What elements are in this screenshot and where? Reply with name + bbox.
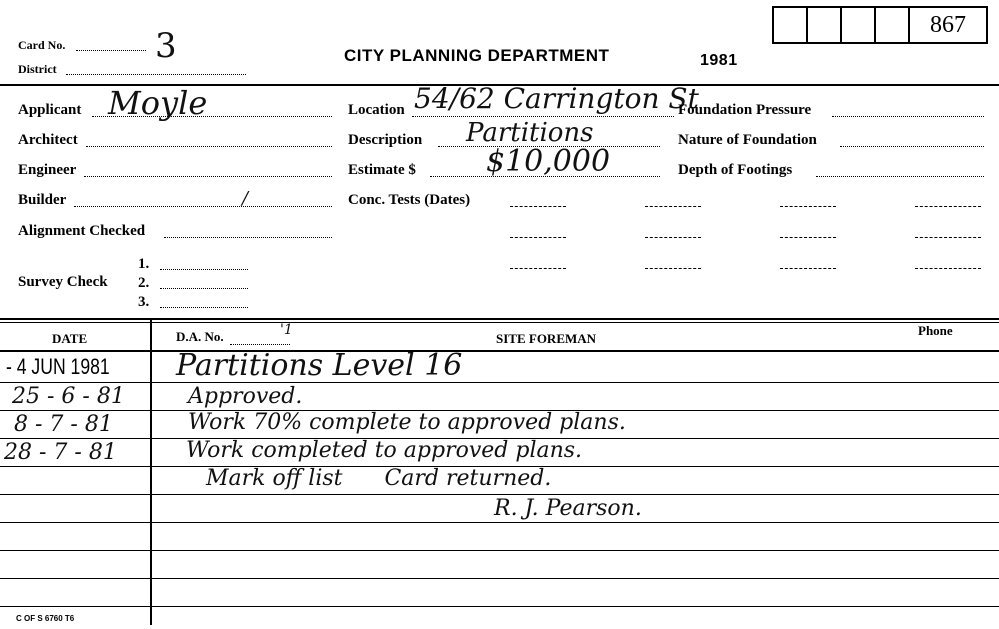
conc-tests-label: Conc. Tests (Dates) [348, 192, 471, 208]
description-value: Partitions [466, 118, 594, 148]
district-label: District [18, 62, 57, 76]
card-no-label: Card No. [18, 38, 66, 52]
log-note-3: Work 70% complete to approved plans. [188, 410, 626, 435]
log-date-1: - 4 JUN 1981 [6, 354, 110, 379]
survey-item-3: 3. [138, 294, 150, 310]
date-column-divider [150, 320, 152, 625]
builder-label: Builder [18, 192, 67, 208]
foreman-header: SITE FOREMAN [496, 331, 597, 346]
log-date-4: 28 - 7 - 81 [4, 440, 117, 465]
description-label: Description [348, 132, 423, 148]
da-header: D.A. No. [176, 329, 224, 344]
applicant-label: Applicant [18, 102, 82, 118]
builder-value: / [242, 188, 249, 209]
log-extra-note: Mark off list Card returned. [206, 466, 552, 491]
survey-item-2: 2. [138, 275, 150, 291]
log-note-1: Partitions Level 16 [176, 348, 463, 383]
survey-label: Survey Check [18, 274, 108, 290]
log-note-2: Approved. [188, 384, 303, 409]
location-label: Location [348, 102, 405, 118]
estimate-value: $10,000 [486, 144, 611, 179]
survey-item-1: 1. [138, 256, 150, 272]
log-date-2: 25 - 6 - 81 [12, 384, 125, 409]
card-number: 867 [930, 12, 966, 38]
phone-header: Phone [918, 323, 953, 338]
log-note-4: Work completed to approved plans. [186, 438, 583, 463]
depth-footings-label: Depth of Footings [678, 162, 793, 178]
location-value: 54/62 Carrington St [414, 82, 699, 115]
footer-code: C OF S 6760 T6 [16, 614, 75, 623]
foundation-pressure-label: Foundation Pressure [678, 102, 812, 118]
nature-foundation-label: Nature of Foundation [678, 132, 817, 148]
engineer-label: Engineer [18, 162, 77, 178]
date-header: DATE [52, 331, 88, 346]
signature: R. J. Pearson. [494, 496, 642, 521]
card-no-value: 3 [155, 26, 177, 66]
da-mark: '1 [280, 322, 293, 338]
log-date-3: 8 - 7 - 81 [14, 412, 113, 437]
architect-label: Architect [18, 132, 78, 148]
year: 1981 [700, 52, 738, 69]
alignment-label: Alignment Checked [18, 223, 146, 239]
estimate-label: Estimate $ [348, 162, 416, 178]
applicant-value: Moyle [108, 84, 208, 122]
page-title: CITY PLANNING DEPARTMENT [344, 46, 610, 65]
